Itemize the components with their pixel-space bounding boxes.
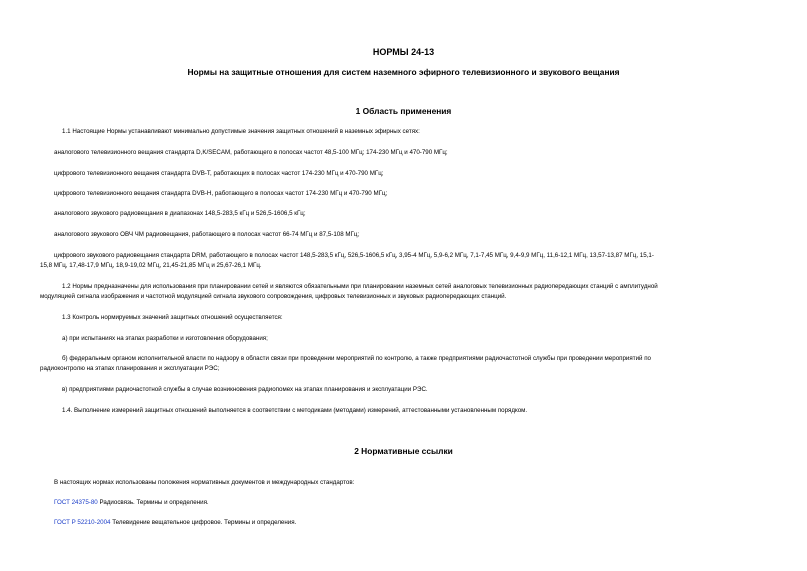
document-subtitle: Нормы на защитные отношения для систем наземного эфирного телевизионного и звукового вещания bbox=[187, 67, 620, 77]
paragraph-1-3: 1.3 Контроль нормируемых значений защитных отношений осуществляется: bbox=[62, 314, 283, 321]
paragraph-b-line-1: б) федеральным органом исполнительной власти по надзору в области связи при проведении мероприятий по контролю, а также предприятиями радиочастотной службы при проведении мероприятий по bbox=[62, 355, 651, 362]
scope-item-am-radio: аналогового звукового радиовещания в диапазонах 148,5-283,5 кГц и 526,5-1606,5 кГц; bbox=[54, 210, 306, 217]
reference-item bbox=[54, 518, 766, 528]
document-title: НОРМЫ 24-13 bbox=[372, 47, 435, 57]
scope-item-drm-line-1: цифрового звукового радиовещания стандарта DRM, работающего в полосах частот 148,5-283,5 кГц, 526,5-1606,5 кГц, 3,95-4 МГц, 5,9-6,2 МГц, 7,1-7,45 МГц, 9,4-9,9 МГц, 11,6-12,1 МГц, 13,57-13,87 МГц, 15,1- bbox=[54, 252, 654, 259]
scope-item-fm-radio: аналогового звукового ОВЧ ЧМ радиовещания, работающего в полосах частот 66-74 МГц и 87,5-108 МГц; bbox=[54, 231, 360, 238]
scope-item-dvb-h: цифрового телевизионного вещания стандарта DVB-H, работающего в полосах частот 174-230 МГц и 470-790 МГц; bbox=[54, 190, 388, 197]
scope-item-drm-line-2: 15,8 МГц, 17,48-17,9 МГц, 18,9-19,02 МГц, 21,45-21,85 МГц и 25,67-26,1 МГц. bbox=[40, 262, 262, 269]
paragraph-b-line-2: радиоконтролю на этапах планирования и эксплуатации РЭС; bbox=[40, 365, 220, 372]
reference-link-gost-r-52210-2004[interactable]: ГОСТ Р 52210-2004 bbox=[54, 519, 111, 526]
section-1-heading: 1 Область применения bbox=[355, 106, 452, 116]
section-2-intro: В настоящих нормах использованы положения нормативных документов и международных стандартов: bbox=[54, 479, 355, 486]
paragraph-a: а) при испытаниях на этапах разработки и изготовления оборудования; bbox=[62, 335, 268, 342]
paragraph-1-2-line-1: 1.2 Нормы предназначены для использования при планировании сетей и являются обязательными при планировании наземных сетей аналоговых телевизионных радиопередающих станций с амплитудной bbox=[62, 283, 658, 290]
paragraph-1-4: 1.4. Выполнение измерений защитных отношений выполняется в соответствии с методиками (методами) измерений, аттестованными установленным порядком. bbox=[62, 407, 528, 414]
scope-item-analog-tv: аналогового телевизионного вещания стандарта D,K/SECAM, работающего в полосах частот 48,5-100 МГц; 174-230 МГц и 470-790 МГц; bbox=[54, 149, 448, 156]
section-2-heading: 2 Нормативные ссылки bbox=[354, 446, 453, 456]
reference-title: Радиосвязь. Термины и определения. bbox=[97, 499, 209, 506]
scope-item-drm bbox=[54, 251, 807, 261]
paragraph-v: в) предприятиями радиочастотной службы в случае возникновения радиопомех на этапах планирования и эксплуатации РЭС. bbox=[62, 386, 428, 393]
paragraph-1-2-line-2: модуляцией сигнала изображения и частотной модуляцией сигнала звукового сопровождения, цифровых телевизионных и звуковых радиопередающих станций. bbox=[40, 293, 507, 300]
reference-link-gost-24375-80[interactable]: ГОСТ 24375-80 bbox=[54, 499, 98, 506]
scope-item-dvb-t: цифрового телевизионного вещания стандарта DVB-T, работающих в полосах частот 174-230 МГц и 470-790 МГц; bbox=[54, 170, 384, 177]
reference-item bbox=[54, 498, 766, 508]
paragraph-1-1: 1.1 Настоящие Нормы устанавливают минимально допустимые значения защитных отношений в наземных эфирных сетях: bbox=[62, 128, 420, 135]
reference-title: Телевидение вещательное цифровое. Термины и определения. bbox=[110, 519, 297, 526]
